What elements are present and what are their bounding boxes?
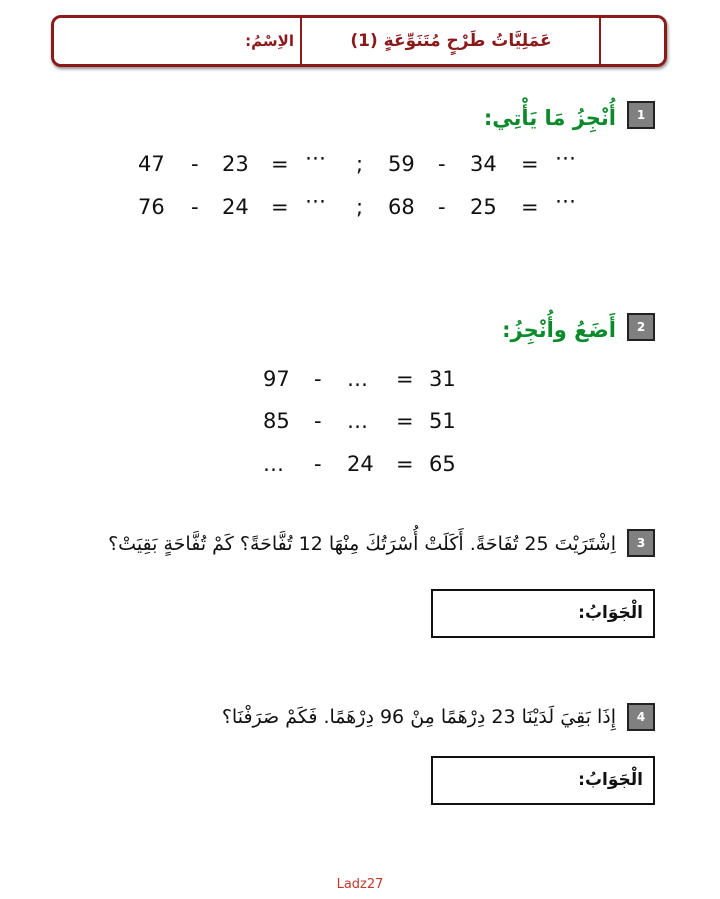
equals: = <box>521 195 539 219</box>
equals: = <box>521 152 539 176</box>
equals: = <box>271 152 289 176</box>
operator: - <box>438 195 446 219</box>
answer-box[interactable] <box>431 756 655 805</box>
result-placeholder: ⋯ <box>555 189 576 213</box>
equals: = <box>396 367 414 391</box>
header-divider <box>599 18 601 64</box>
missing-operand: … <box>347 409 368 433</box>
separator: ; <box>356 152 364 176</box>
exercise-title: أَضَعُ وأُنْجِزُ: <box>502 318 616 342</box>
operator: - <box>314 409 322 433</box>
result: 65 <box>429 452 456 476</box>
result: 51 <box>429 409 456 433</box>
equals: = <box>396 409 414 433</box>
operand: 76 <box>138 195 165 219</box>
operand: 97 <box>263 367 290 391</box>
operator: - <box>191 195 199 219</box>
answer-box[interactable] <box>431 589 655 638</box>
operand: 47 <box>138 152 165 176</box>
header-divider <box>300 18 302 64</box>
operand: 24 <box>347 452 374 476</box>
operator: - <box>191 152 199 176</box>
operand: 85 <box>263 409 290 433</box>
answer-label: الْجَوَابُ: <box>578 770 643 790</box>
result-placeholder: ⋯ <box>305 189 326 213</box>
operand: 59 <box>388 152 415 176</box>
footer-credit: Ladz27 <box>336 877 384 892</box>
operator: - <box>314 452 322 476</box>
operator: - <box>438 152 446 176</box>
missing-operand: … <box>347 367 368 391</box>
worksheet-header <box>51 15 667 67</box>
equals: = <box>396 452 414 476</box>
operand: 68 <box>388 195 415 219</box>
result-placeholder: ⋯ <box>305 146 326 170</box>
exercise-number: 4 <box>627 703 655 731</box>
exercise-title: أُنْجِزُ مَا يَأْتِي: <box>483 106 616 130</box>
word-problem: إِذَا بَقِيَ لَدَيْنَا 23 دِرْهَمًا مِنْ 96 دِرْهَمًا. فَكَمْ صَرَفْنَا؟ <box>221 706 616 728</box>
exercise-number: 2 <box>627 313 655 341</box>
operand: 34 <box>470 152 497 176</box>
operand: 24 <box>222 195 249 219</box>
word-problem: اِشْتَرَيْتَ 25 تُفَاحَةً. أَكَلَتْ أُسْرَتُكَ مِنْهَا 12 تُفَّاحَةً؟ كَمْ تُفَّاحَةٍ بَقِيَتْ؟ <box>108 533 616 555</box>
missing-operand: … <box>263 452 284 476</box>
result-placeholder: ⋯ <box>555 146 576 170</box>
operator: - <box>314 367 322 391</box>
separator: ; <box>356 195 364 219</box>
result: 31 <box>429 367 456 391</box>
exercise-number: 3 <box>627 529 655 557</box>
equals: = <box>271 195 289 219</box>
worksheet-title: عَمَلِيَّاتُ طَرْحٍ مُتَنَوِّعَةٍ (1) <box>350 31 552 51</box>
answer-label: الْجَوَابُ: <box>578 603 643 623</box>
operand: 25 <box>470 195 497 219</box>
name-label: الاِسْمُ: <box>245 32 294 50</box>
exercise-number: 1 <box>627 101 655 129</box>
operand: 23 <box>222 152 249 176</box>
